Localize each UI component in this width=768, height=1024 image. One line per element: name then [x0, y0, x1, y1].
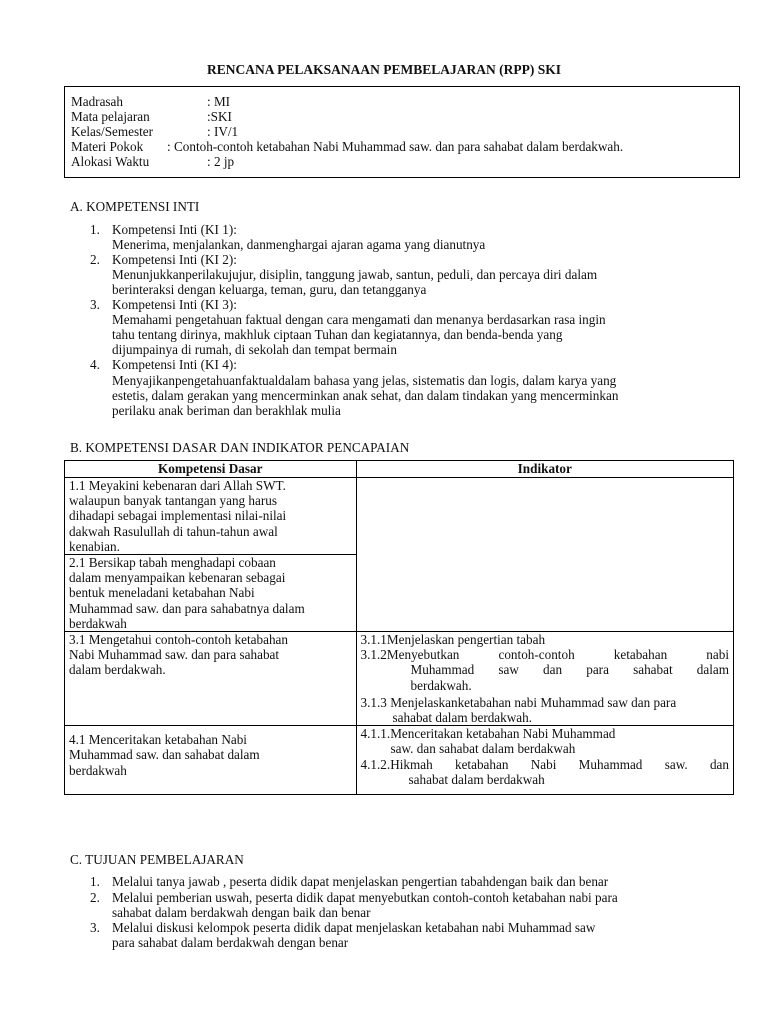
section-c-heading: C. TUJUAN PEMBELAJARAN: [70, 852, 244, 867]
goal-text: Melalui pemberian uswah, peserta didik dapat menyebutkan contoh-contoh ketabahan nabi para: [112, 890, 618, 905]
goal-number: 3.: [90, 920, 100, 935]
indicator-4-1-2: 4.1.2.Hikmah ketabahan Nabi Muhammad saw. dan: [360, 756, 729, 772]
indicator-3-1-2-cont: Muhammad saw dan para sahabat dalam: [410, 662, 729, 678]
ki-text: Memahami pengetahuan faktual dengan cara mengamati dan menanya berdasarkan rasa ingin: [112, 312, 606, 327]
goal-number: 2.: [90, 890, 100, 905]
identity-value-madrasah: : MI: [207, 94, 231, 109]
identity-value-mapel: :SKI: [207, 109, 232, 124]
goal-text: para sahabat dalam berdakwah dengan benar: [112, 935, 349, 950]
goal-text: Melalui tanya jawab , peserta didik dapat menjelaskan pengertian tabahdengan baik dan benar: [112, 874, 609, 889]
ki-text: perilaku anak beriman dan berakhlak mulia: [112, 403, 341, 418]
ki-number: 2.: [90, 252, 100, 267]
identity-value-alokasi: : 2 jp: [207, 154, 235, 169]
kd-cell-2-1: 2.1 Bersikap tabah menghadapi cobaan dalam menyampaikan kebenaran sebagai bentuk meneladani ketabahan Nabi Muhammad saw. dan para sahabatnya dalam berdakwah: [65, 555, 357, 632]
ki-title: Kompetensi Inti (KI 3):: [112, 297, 237, 312]
indicator-3-1-3: 3.1.3 Menjelaskanketabahan nabi Muhammad saw dan para: [360, 694, 677, 710]
section-b-heading: B. KOMPETENSI DASAR DAN INDIKATOR PENCAPAIAN: [70, 440, 410, 455]
column-header-indicator: Indikator: [356, 461, 733, 478]
identity-value-kelas: : IV/1: [207, 124, 239, 139]
ki-title: Kompetensi Inti (KI 2):: [112, 252, 237, 267]
goal-text: Melalui diskusi kelompok peserta didik dapat menjelaskan ketabahan nabi Muhammad saw: [112, 920, 596, 935]
ki-text: berinteraksi dengan keluarga, teman, guru, dan tetangganya: [112, 282, 427, 297]
identity-label-mapel: Mata pelajaran: [71, 109, 150, 124]
column-header-kd: Kompetensi Dasar: [65, 461, 357, 478]
identity-box: [64, 86, 740, 178]
identity-label-kelas: Kelas/Semester: [71, 124, 154, 139]
ki-text: tahu tentang dirinya, makhluk ciptaan Tuhan dan kegiatannya, dan benda-benda yang: [112, 327, 563, 342]
indicator-4-1-1: 4.1.1.Menceritakan ketabahan Nabi Muhammad: [360, 726, 616, 742]
ki-title: Kompetensi Inti (KI 4):: [112, 357, 237, 372]
ki-number: 1.: [90, 222, 100, 237]
indicator-3-1-2: 3.1.2Menyebutkan contoh-contoh ketabahan nabi: [360, 647, 729, 663]
kd-cell-4-1: 4.1 Menceritakan ketabahan Nabi Muhammad saw. dan sahabat dalam berdakwah: [65, 726, 357, 795]
indicator-3-1-1: 3.1.1Menjelaskan pengertian tabah: [360, 632, 546, 648]
goal-text: sahabat dalam berdakwah dengan baik dan benar: [112, 905, 371, 920]
kd-indicator-table: [64, 460, 734, 795]
kd-cell-3-1: 3.1 Mengetahui contoh-contoh ketabahan Nabi Muhammad saw. dan para sahabat dalam berdakwah.: [65, 632, 357, 726]
ki-number: 3.: [90, 297, 100, 312]
ki-text: Menerima, menjalankan, danmenghargai ajaran agama yang dianutnya: [112, 237, 486, 252]
section-a-heading: A. KOMPETENSI INTI: [70, 199, 200, 214]
indicator-cell-empty: [356, 478, 733, 632]
identity-label-materi: Materi Pokok: [71, 139, 144, 154]
ki-text: Menunjukkanperilakujujur, disiplin, tanggung jawab, santun, peduli, dan percaya diri dalam: [112, 267, 598, 282]
indicator-cell-4: 4.1.1.Menceritakan ketabahan Nabi Muhammad saw. dan sahabat dalam berdakwah 4.1.2.Hikmah ketabahan Nabi Muhammad saw. dan sahabat dalam berdakwah: [356, 726, 733, 795]
ki-text: Menyajikanpengetahuanfaktualdalam bahasa yang jelas, sistematis dan logis, dalam karya yang: [112, 373, 617, 388]
indicator-cell-3: 3.1.1Menjelaskan pengertian tabah 3.1.2Menyebutkan contoh-contoh ketabahan nabi Muhammad saw dan para sahabat dalam berdakwah. 3.1.3 Menjelaskanketabahan nabi Muhammad saw dan para sahabat dalam berdakwah.: [356, 632, 733, 726]
kd-cell-1-1: 1.1 Meyakini kebenaran dari Allah SWT. walaupun banyak tantangan yang harus dihadapi sebagai implementasi nilai-nilai dakwah Rasulullah di tahun-tahun awal kenabian.: [65, 478, 357, 555]
identity-label-madrasah: Madrasah: [71, 94, 123, 109]
document-title: RENCANA PELAKSANAAN PEMBELAJARAN (RPP) SKI: [206, 62, 561, 77]
ki-text: estetis, dalam gerakan yang mencerminkan anak sehat, dan dalam tindakan yang mencerminkan: [112, 388, 619, 403]
goal-number: 1.: [90, 874, 100, 889]
ki-title: Kompetensi Inti (KI 1):: [112, 222, 237, 237]
ki-text: dijumpainya di rumah, di sekolah dan tempat bermain: [112, 342, 397, 357]
identity-value-materi: : Contoh-contoh ketabahan Nabi Muhammad saw. dan para sahabat dalam berdakwah.: [167, 139, 624, 154]
identity-label-alokasi: Alokasi Waktu: [71, 154, 150, 169]
ki-number: 4.: [90, 357, 100, 372]
